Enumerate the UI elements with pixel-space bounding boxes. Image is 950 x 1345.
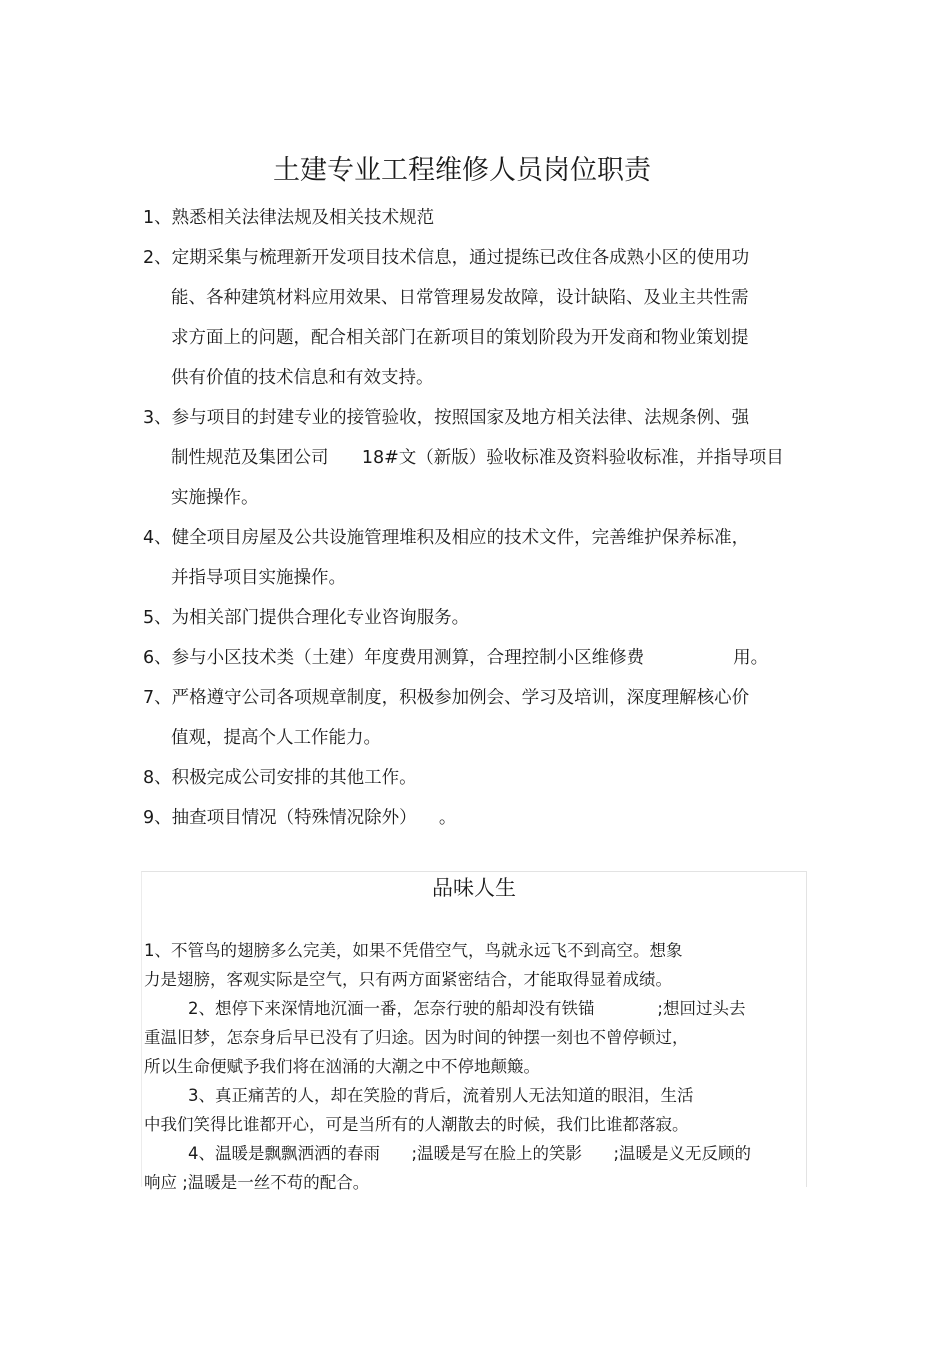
duty-line: 实施操作。: [171, 488, 259, 508]
essay-line: 1、不管鸟的翅膀多么完美，如果不凭借空气，鸟就永远飞不到高空。想象: [144, 941, 683, 960]
document-title: 土建专业工程维修人员岗位职责: [273, 155, 651, 186]
duty-item: [143, 520, 793, 600]
essay-title: 品味人生: [432, 876, 516, 900]
duty-item: [143, 240, 793, 400]
duty-line: 供有价值的技术信息和有效支持。: [171, 368, 434, 388]
duty-line: 值观，提高个人工作能力。: [171, 728, 381, 748]
essay-line: 2、想停下来深情地沉湎一番，怎奈行驶的船却没有铁锚 ;想回过头去: [188, 999, 746, 1018]
duty-item: [143, 200, 793, 240]
duty-item: [143, 680, 793, 760]
essay-line: 所以生命便赋予我们将在汹涌的大潮之中不停地颠簸。: [144, 1057, 540, 1076]
duty-line: 并指导项目实施操作。: [171, 568, 346, 588]
essay-line: 4、温暖是飘飘洒洒的春雨 ;温暖是写在脸上的笑影 ;温暖是义无反顾的: [188, 1144, 752, 1163]
duty-line: 7、严格遵守公司各项规章制度，积极参加例会、学习及培训，深度理解核心价: [143, 688, 750, 708]
duty-item: [143, 760, 793, 800]
duty-item: [143, 800, 793, 840]
essay-box: [141, 871, 807, 1192]
essay-line: 重温旧梦，怎奈身后早已没有了归途。因为时间的钟摆一刻也不曾停顿过，: [144, 1028, 689, 1047]
essay-paragraph: [144, 1139, 804, 1197]
essay-paragraph: [144, 994, 804, 1081]
duty-item: [143, 600, 793, 640]
duty-item: [143, 400, 793, 520]
duty-line: 3、参与项目的封建专业的接管验收，按照国家及地方相关法律、法规条例、强: [143, 408, 750, 428]
duty-line: 2、定期采集与梳理新开发项目技术信息，通过提练已改住各成熟小区的使用功: [143, 248, 750, 268]
duty-line: 制性规范及集团公司 18#文（新版）验收标准及资料验收标准，并指导项目: [171, 448, 784, 468]
essay-body: [144, 936, 804, 1197]
duty-line: 6、参与小区技术类（土建）年度费用测算，合理控制小区维修费 用。: [143, 648, 769, 668]
duty-line: 1、熟悉相关法律法规及相关技术规范: [143, 208, 435, 228]
duty-line: 能、各种建筑材料应用效果、日常管理易发故障，设计缺陷、及业主共性需: [171, 288, 749, 308]
essay-line: 中我们笑得比谁都开心，可是当所有的人潮散去的时候，我们比谁都落寂。: [144, 1115, 689, 1134]
essay-line: 力是翅膀，客观实际是空气，只有两方面紧密结合，才能取得显着成绩。: [144, 970, 672, 989]
duty-line: 4、健全项目房屋及公共设施管理堆积及相应的技术文件，完善维护保养标准，: [143, 528, 750, 548]
duty-line: 求方面上的问题，配合相关部门在新项目的策划阶段为开发商和物业策划提: [171, 328, 749, 348]
duty-line: 5、为相关部门提供合理化专业咨询服务。: [143, 608, 470, 628]
duty-line: 8、积极完成公司安排的其他工作。: [143, 768, 417, 788]
essay-paragraph: [144, 1081, 804, 1139]
duties-list: [143, 200, 793, 840]
duty-line: 9、抽查项目情况（特殊情况除外） 。: [143, 808, 457, 828]
essay-line: 3、真正痛苦的人，却在笑脸的背后，流着别人无法知道的眼泪，生活: [188, 1086, 694, 1105]
essay-paragraph: [144, 936, 804, 994]
duty-item: [143, 640, 793, 680]
essay-line: 响应 ;温暖是一丝不苟的配合。: [144, 1173, 370, 1192]
